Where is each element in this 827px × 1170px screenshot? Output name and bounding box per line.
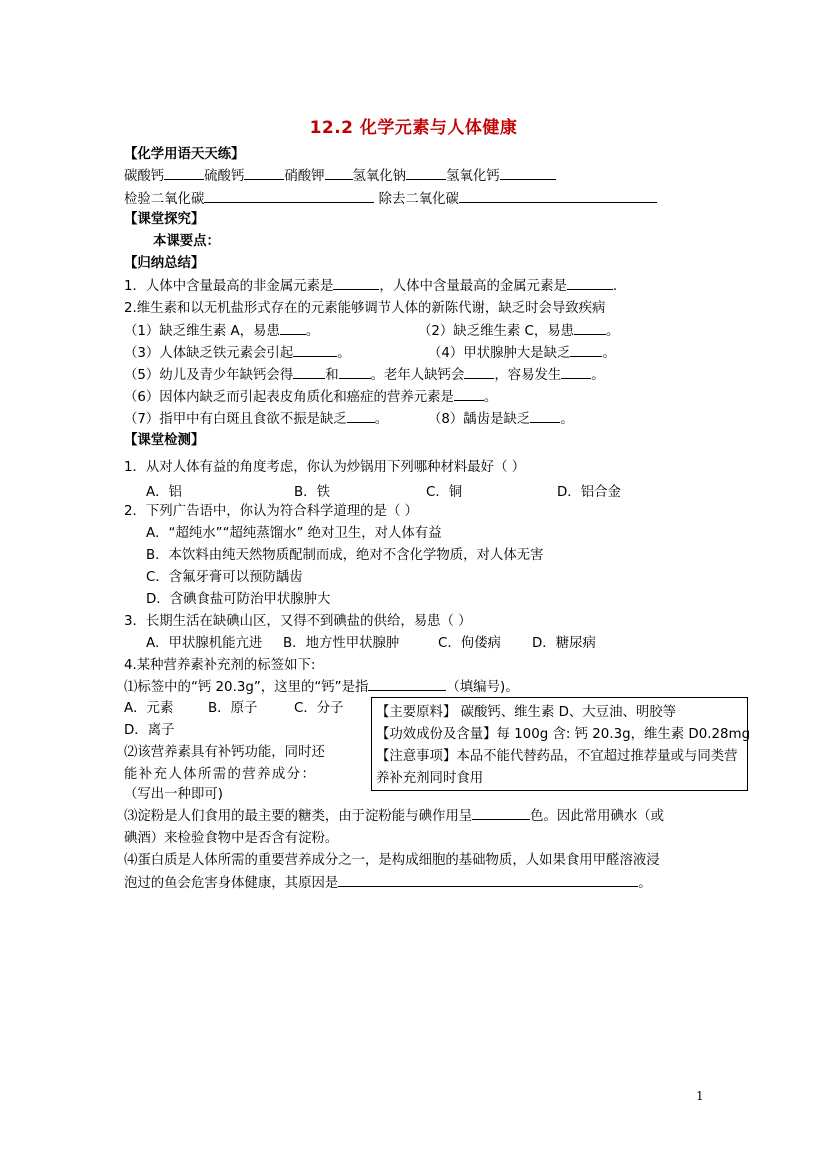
summary-q2: 2.维生素和以无机盐形式存在的元素能够调节人体的新陈代谢，缺乏时会导致疾病 bbox=[124, 301, 606, 316]
test-q1-option-a: A．铝 bbox=[146, 485, 182, 500]
answer-blank bbox=[325, 166, 353, 180]
section-header-chem-terms: 【化学用语天天练】 bbox=[124, 147, 245, 162]
test-q4-part3-line2: 碘酒）来检验食物中是否含有淀粉。 bbox=[124, 831, 339, 846]
label-main-ingredients: 【主要原料】 碳酸钙、维生素 D、大豆油、明胶等 bbox=[376, 705, 677, 720]
test-q3-option-b: B．地方性甲状腺肿 bbox=[283, 636, 400, 651]
term-calcium-sulfate: 硫酸钙 bbox=[204, 169, 245, 184]
label-content: 【功效成份及含量】每 100g 含: 钙 20.3g，维生素 D0.28mg bbox=[376, 727, 751, 742]
test-co2-label: 检验二氧化碳 bbox=[124, 192, 205, 207]
answer-blank bbox=[339, 365, 371, 379]
answer-blank bbox=[574, 321, 606, 335]
answer-blank bbox=[472, 806, 530, 820]
test-q4-part3-line1: ⑶淀粉是人们食用的最主要的糖类，由于淀粉能与碘作用呈 色。因此常用碘水（或 bbox=[124, 806, 664, 827]
summary-item-3: （3）人体缺乏铁元素会引起 。 bbox=[124, 343, 351, 364]
answer-blank bbox=[293, 365, 325, 379]
section-header-class-test: 【课堂检测】 bbox=[124, 433, 205, 448]
test-q4-part1: ⑴标签中的“钙 20.3g”，这里的“钙”是指 （填编号)。 bbox=[124, 677, 519, 698]
answer-blank bbox=[280, 321, 306, 335]
answer-blank bbox=[204, 189, 374, 203]
answer-blank bbox=[333, 276, 379, 290]
test-q2-option-b: B．本饮料由纯天然物质配制而成，绝对不含化学物质，对人体无害 bbox=[146, 548, 544, 563]
summary-item-1: （1）缺乏维生素 A，易患 。 bbox=[124, 321, 319, 342]
answer-blank bbox=[530, 409, 560, 423]
summary-item-5: （5）幼儿及青少年缺钙会得 和 。老年人缺钙会 ，容易发生 。 bbox=[124, 365, 605, 386]
chem-terms-line-1 bbox=[124, 166, 556, 187]
answer-blank bbox=[293, 343, 337, 357]
page-title: 12.2 化学元素与人体健康 bbox=[309, 118, 518, 138]
answer-blank bbox=[406, 166, 446, 180]
page-number: 1 bbox=[696, 1089, 704, 1103]
test-q4-part2-line3: （写出一种即可) bbox=[124, 787, 223, 802]
summary-item-7: （7）指甲中有白斑且食欲不振是缺乏 。 bbox=[124, 409, 388, 430]
test-q1: 1．从对人体有益的角度考虑，你认为炒锅用下列哪种材料最好（ ） bbox=[124, 460, 526, 475]
test-q4-option-c: C．分子 bbox=[294, 701, 344, 716]
term-calcium-carbonate: 碳酸钙 bbox=[124, 169, 165, 184]
test-q4-option-a: A．元素 bbox=[124, 701, 174, 716]
summary-item-4: （4）甲状腺肿大是缺乏 。 bbox=[428, 343, 616, 364]
answer-blank bbox=[500, 166, 556, 180]
section-header-summary: 【归纳总结】 bbox=[124, 256, 205, 271]
answer-blank bbox=[561, 365, 591, 379]
summary-item-6: （6）因体内缺乏而引起表皮角质化和癌症的营养元素是 。 bbox=[124, 387, 497, 408]
test-q2-option-c: C．含氟牙膏可以预防龋齿 bbox=[146, 570, 303, 585]
test-q3-option-a: A．甲状腺机能亢进 bbox=[146, 636, 263, 651]
test-q3: 3．长期生活在缺碘山区，又得不到碘盐的供给，易患（ ） bbox=[124, 614, 472, 629]
summary-q1: 1．人体中含量最高的非金属元素是 ，人体中含量最高的金属元素是 . bbox=[124, 276, 617, 297]
answer-blank bbox=[244, 166, 284, 180]
chem-terms-line-2 bbox=[124, 189, 657, 210]
term-sodium-hydroxide: 氢氧化钠 bbox=[352, 169, 407, 184]
test-q4-option-b: B．原子 bbox=[208, 701, 258, 716]
term-potassium-nitrate: 硝酸钾 bbox=[284, 169, 325, 184]
test-q1-option-b: B．铁 bbox=[294, 485, 330, 500]
summary-item-8: （8）龋齿是缺乏 。 bbox=[428, 409, 574, 430]
test-q3-option-c: C．佝偻病 bbox=[438, 636, 501, 651]
test-q4-part4-line1: ⑷蛋白质是人体所需的重要营养成分之一，是构成细胞的基础物质，人如果食用甲醛溶液浸 bbox=[124, 853, 660, 868]
answer-blank bbox=[347, 409, 375, 423]
label-notes: 【注意事项】本品不能代替药品，不宜超过推荐量或与同类营养补充剂同时食用 bbox=[376, 749, 738, 786]
term-calcium-hydroxide: 氢氧化钙 bbox=[446, 169, 500, 184]
test-q1-option-c: C．铜 bbox=[426, 485, 463, 500]
answer-blank bbox=[338, 873, 638, 887]
test-q4: 4.某种营养素补充剂的标签如下: bbox=[124, 658, 316, 673]
supplement-label-box bbox=[371, 697, 751, 791]
test-q4-part2-line2: 能补充人体所需的营养成分： bbox=[124, 767, 317, 782]
answer-blank bbox=[459, 189, 657, 203]
test-q2-option-a: A．“超纯水”“超纯蒸馏水” 绝对卫生，对人体有益 bbox=[146, 526, 442, 541]
answer-blank bbox=[567, 276, 613, 290]
answer-blank bbox=[454, 387, 484, 401]
test-q1-option-d: D．铝合金 bbox=[557, 485, 621, 500]
answer-blank bbox=[368, 677, 446, 691]
summary-item-2: （2）缺乏维生素 C，易患 。 bbox=[418, 321, 619, 342]
test-q4-part2-line1: ⑵该营养素具有补钙功能，同时还 bbox=[124, 745, 325, 760]
test-q3-option-d: D．糖尿病 bbox=[532, 636, 596, 651]
key-points-label: 本课要点： bbox=[153, 234, 220, 249]
remove-co2-label: 除去二氧化碳 bbox=[378, 192, 459, 207]
test-q2-option-d: D．含碘食盐可防治甲状腺肿大 bbox=[146, 592, 331, 607]
test-q4-option-d: D．离子 bbox=[124, 723, 175, 738]
answer-blank bbox=[464, 365, 494, 379]
test-q4-part4-line2: 泡过的鱼会危害身体健康，其原因是 。 bbox=[124, 873, 652, 894]
test-q2: 2．下列广告语中，你认为符合科学道理的是（ ） bbox=[124, 504, 418, 519]
answer-blank bbox=[570, 343, 602, 357]
answer-blank bbox=[164, 166, 204, 180]
section-header-class-explore: 【课堂探究】 bbox=[124, 212, 205, 227]
